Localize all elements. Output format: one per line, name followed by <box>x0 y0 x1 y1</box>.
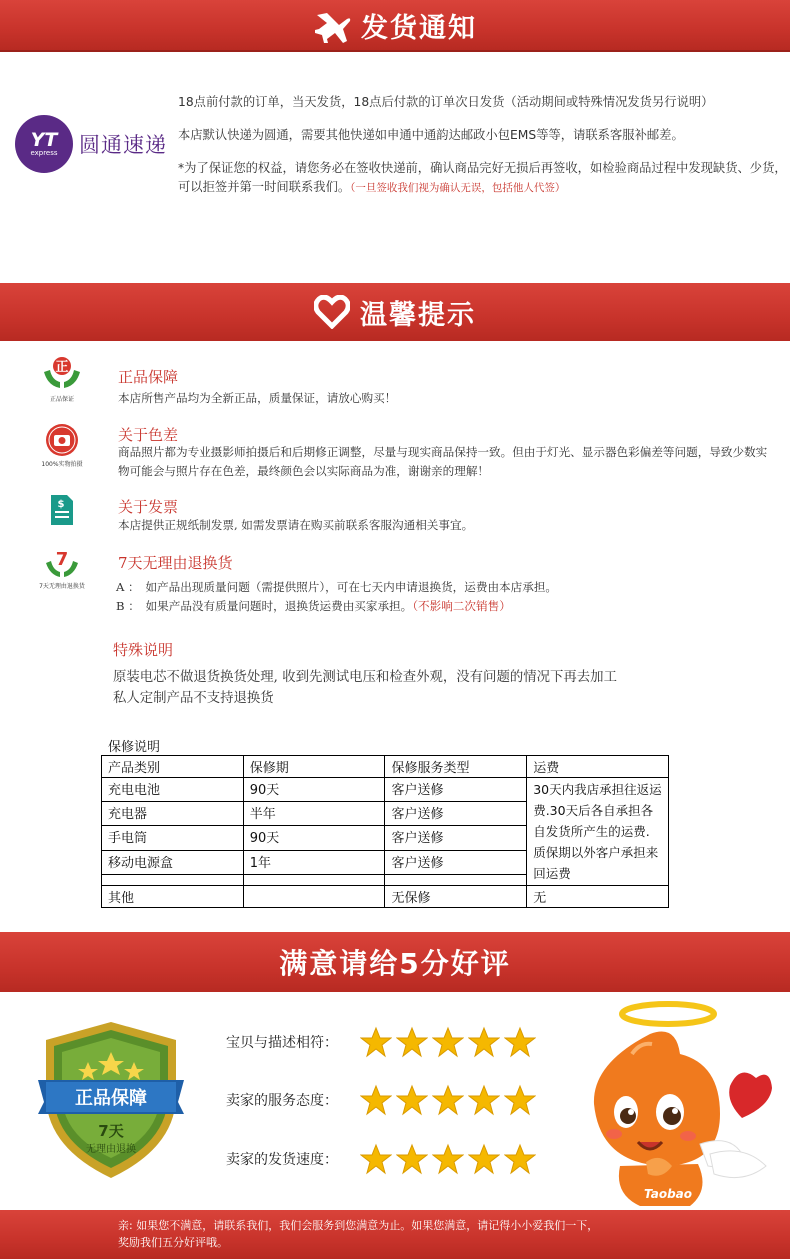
shipping-text <box>178 93 788 212</box>
special-line-1: 原装电芯不做退货换货处理, 收到先测试电压和检查外观，没有问题的情况下再去加工 <box>113 670 617 685</box>
color-icon-caption: 100%实物拍摄 <box>41 461 83 468</box>
color-title: 关于色差 <box>118 426 179 444</box>
tips-banner-title: 温馨提示 <box>360 299 476 331</box>
table-cell: 客户送修 <box>385 802 527 826</box>
badge-main-text: 正品保障 <box>75 1088 147 1109</box>
courier-logo-mark: YT express <box>15 115 73 173</box>
table-cell: 1年 <box>243 850 385 874</box>
table-header-cell: 产品类别 <box>102 756 244 778</box>
special-body <box>113 667 617 709</box>
star-icon[interactable] <box>360 1084 392 1116</box>
returns-body <box>116 578 766 616</box>
star-icon[interactable] <box>360 1026 392 1058</box>
footer-line-2: 奖励我们五分好评哦。 <box>118 1236 228 1249</box>
guarantee-shield-badge <box>36 1018 186 1182</box>
star-icon[interactable] <box>504 1084 536 1116</box>
special-line-2: 私人定制产品不支持退换货 <box>113 691 274 706</box>
rating-label: 宝贝与描述相符： <box>226 1035 338 1051</box>
table-cell: 客户送修 <box>385 850 527 874</box>
rating-row-shipping <box>226 1143 536 1175</box>
shipping-line-3: *为了保证您的权益，请您务必在签收快递前，确认商品完好无损后再签收，如检验商品过程中发现缺货、少货，可以拒签并第一时间联系我们。（一旦签收我们视为确认无误，包括他人代签） <box>178 161 787 194</box>
star-icon[interactable] <box>432 1026 464 1058</box>
star-icon[interactable] <box>504 1143 536 1175</box>
footer-line-1: 亲: 如果您不满意，请联系我们，我们会服务到您满意为止。如果您满意，请记得小小爱我们一下， <box>118 1219 599 1232</box>
rating-banner-title: 满意请给5分好评 <box>279 947 511 980</box>
shipping-banner <box>0 0 790 52</box>
star-icon[interactable] <box>468 1143 500 1175</box>
returns-icon-caption: 7天无理由退换货 <box>39 583 85 590</box>
star-icon[interactable] <box>468 1026 500 1058</box>
table-row <box>102 778 669 802</box>
table-cell: 其他 <box>102 886 244 908</box>
star-icon[interactable] <box>504 1026 536 1058</box>
returns-tip-icon <box>18 549 106 590</box>
table-cell: 90天 <box>243 826 385 850</box>
footer-banner <box>0 1210 790 1259</box>
badge-days-text: 7天 <box>98 1122 124 1140</box>
seven-day-return-icon <box>44 549 80 579</box>
invoice-body: 本店提供正规纸制发票, 如需发票请在购买前联系客服沟通相关事宜。 <box>118 518 474 532</box>
table-cell: 充电器 <box>102 802 244 826</box>
svg-text:7: 7 <box>55 549 69 570</box>
special-title: 特殊说明 <box>113 641 174 659</box>
genuine-body: 本店所售产品均为全新正品，质量保证，请放心购买！ <box>118 391 397 405</box>
taobao-mascot-illustration <box>580 994 775 1210</box>
rating-stars[interactable] <box>360 1084 536 1116</box>
invoice-title: 关于发票 <box>118 498 179 516</box>
star-icon[interactable] <box>468 1084 500 1116</box>
rating-banner <box>0 932 790 992</box>
returns-title: 7天无理由退换货 <box>118 554 233 572</box>
table-cell: 手电筒 <box>102 826 244 850</box>
warranty-table <box>101 755 669 908</box>
returns-line-a: A ： 如产品出现质量问题（需提供照片），可在七天内申请退换货，运费由本店承担。 <box>116 580 558 594</box>
table-cell: 无 <box>527 886 669 908</box>
table-cell: 客户送修 <box>385 826 527 850</box>
star-icon[interactable] <box>432 1143 464 1175</box>
warranty-caption: 保修说明 <box>108 740 161 755</box>
shipping-line-1: 18点前付款的订单，当天发货，18点后付款的订单次日发货（活动期间或特殊情况发货另行说明） <box>178 95 714 109</box>
star-icon[interactable] <box>432 1084 464 1116</box>
star-icon[interactable] <box>396 1143 428 1175</box>
genuine-title: 正品保障 <box>118 368 179 386</box>
returns-line-b: B ： 如果产品没有质量问题时，退换货运费由买家承担。（不影响二次销售） <box>116 599 511 613</box>
rating-stars[interactable] <box>360 1143 536 1175</box>
rating-row-service <box>226 1084 536 1116</box>
invoice-icon <box>47 493 77 527</box>
table-cell: 客户送修 <box>385 778 527 802</box>
badge-sub-text: 无理由退换 <box>86 1144 136 1155</box>
genuine-icon-caption: 正品保证 <box>49 396 74 403</box>
heart-icon <box>314 295 350 329</box>
invoice-tip-icon <box>18 493 106 527</box>
rating-label: 卖家的发货速度： <box>226 1152 338 1168</box>
table-cell <box>243 886 385 908</box>
color-body: 商品照片都为专业摄影师拍摄后和后期修正调整，尽量与现实商品保持一致。但由于灯光、显示器色彩偏差等问题，导致少数实物可能会与照片存在色差，最终颜色会以实际商品为准，谢谢亲的理解！ <box>118 445 768 478</box>
table-cell: 半年 <box>243 802 385 826</box>
table-cell: 无保修 <box>385 886 527 908</box>
shipping-note: （一旦签收我们视为确认无误，包括他人代签） <box>350 182 566 194</box>
table-cell: 充电电池 <box>102 778 244 802</box>
courier-logo <box>15 115 171 173</box>
svg-text:正: 正 <box>55 360 69 375</box>
airplane-icon <box>313 5 353 45</box>
table-header-cell: 保修期 <box>243 756 385 778</box>
table-cell: 移动电源盒 <box>102 850 244 874</box>
rating-stars[interactable] <box>360 1026 536 1058</box>
table-header-cell: 运费 <box>527 756 669 778</box>
star-icon[interactable] <box>396 1026 428 1058</box>
star-icon[interactable] <box>360 1143 392 1175</box>
table-row <box>102 886 669 908</box>
returns-note: （不影响二次销售） <box>412 599 511 613</box>
star-icon[interactable] <box>396 1084 428 1116</box>
rating-label: 卖家的服务态度： <box>226 1093 338 1109</box>
camera-icon <box>44 423 80 457</box>
table-header-cell: 保修服务类型 <box>385 756 527 778</box>
genuine-hands-icon <box>42 356 82 392</box>
genuine-tip-icon <box>18 356 106 403</box>
shipping-banner-title: 发货通知 <box>361 12 477 44</box>
table-cell: 90天 <box>243 778 385 802</box>
tips-banner <box>0 283 790 341</box>
courier-name: 圆通速递 <box>79 133 167 157</box>
svg-text:$: $ <box>57 499 65 510</box>
color-tip-icon <box>18 423 106 468</box>
table-header-row <box>102 756 669 778</box>
rating-row-description <box>226 1026 536 1058</box>
shipping-line-2: 本店默认快递为圆通，需要其他快递如申通中通韵达邮政小包EMS等等，请联系客服补邮差。 <box>178 128 684 142</box>
shipping-fee-note: 30天内我店承担往返运费.30天后各自承担各自发货所产生的运费.质保期以外客户承担来回运费 <box>527 778 669 886</box>
mascot-text: Taobao <box>643 1187 693 1201</box>
